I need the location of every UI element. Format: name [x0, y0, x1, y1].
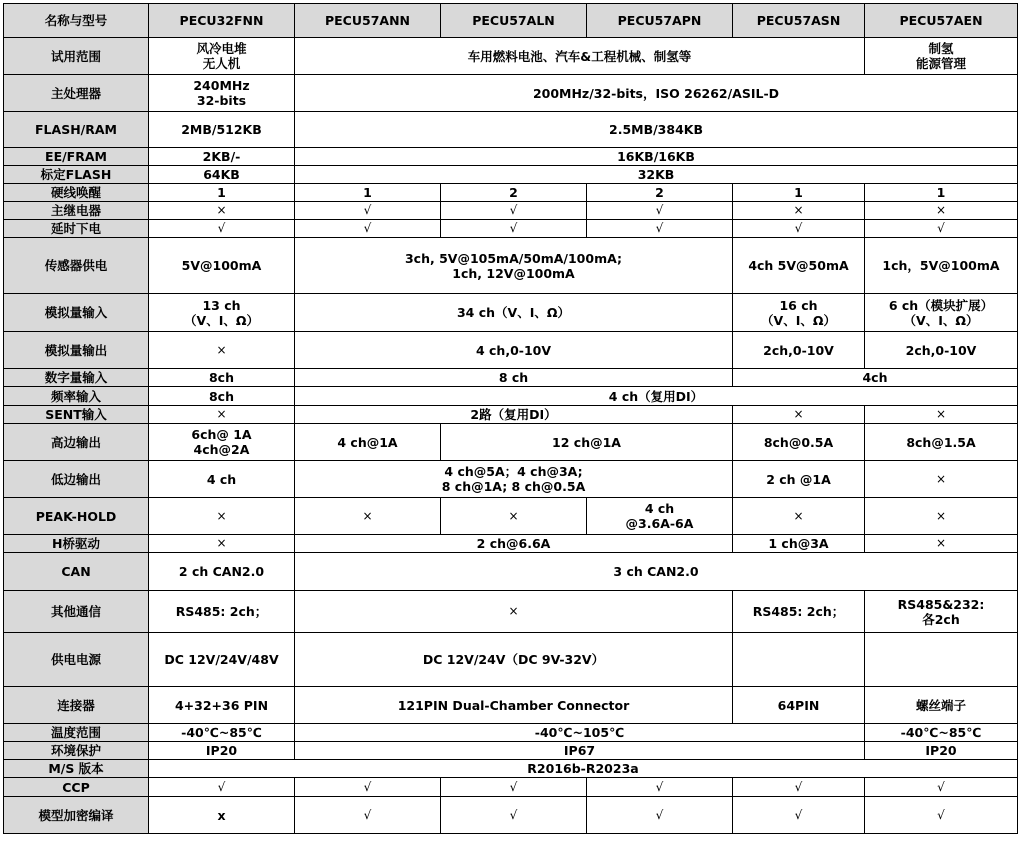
table-cell [733, 633, 865, 687]
row-label: SENT输入 [4, 406, 149, 424]
table-cell: DC 12V/24V/48V [149, 633, 295, 687]
table-cell: 4 ch [149, 461, 295, 498]
table-cell: √ [733, 778, 865, 797]
row-label: 模型加密编译 [4, 797, 149, 834]
table-row [4, 724, 1018, 742]
table-cell: 2 [587, 184, 733, 202]
table-cell: × [149, 202, 295, 220]
table-cell: IP67 [295, 742, 865, 760]
table-cell: R2016b-R2023a [149, 760, 1018, 778]
table-cell: 16KB/16KB [295, 148, 1018, 166]
row-label: 模拟量输入 [4, 294, 149, 332]
table-row [4, 687, 1018, 724]
table-cell: 8ch@1.5A [865, 424, 1018, 461]
table-row [4, 778, 1018, 797]
table-row [4, 461, 1018, 498]
row-label: 频率输入 [4, 387, 149, 406]
header-row [4, 4, 1018, 38]
table-cell: 2MB/512KB [149, 112, 295, 148]
table-cell: 8ch [149, 369, 295, 387]
table-cell: √ [587, 797, 733, 834]
table-cell: √ [295, 220, 441, 238]
row-label: PEAK-HOLD [4, 498, 149, 535]
row-label: 延时下电 [4, 220, 149, 238]
table-cell: √ [865, 797, 1018, 834]
table-cell: 4ch [733, 369, 1018, 387]
table-cell: 4 ch @3.6A-6A [587, 498, 733, 535]
table-row [4, 406, 1018, 424]
table-cell: 螺丝端子 [865, 687, 1018, 724]
table-cell: 1 ch@3A [733, 535, 865, 553]
table-cell: 2ch,0-10V [733, 332, 865, 369]
table-row [4, 633, 1018, 687]
row-label: H桥驱动 [4, 535, 149, 553]
table-row [4, 553, 1018, 591]
table-cell: 3 ch CAN2.0 [295, 553, 1018, 591]
table-row [4, 112, 1018, 148]
row-label: 高边输出 [4, 424, 149, 461]
table-row [4, 202, 1018, 220]
row-label: FLASH/RAM [4, 112, 149, 148]
table-cell: 6ch@ 1A 4ch@2A [149, 424, 295, 461]
model-header: PECU57ANN [295, 4, 441, 38]
row-label: EE/FRAM [4, 148, 149, 166]
table-cell: 121PIN Dual-Chamber Connector [295, 687, 733, 724]
row-label: 主处理器 [4, 75, 149, 112]
table-cell: 3ch, 5V@105mA/50mA/100mA; 1ch, 12V@100mA [295, 238, 733, 294]
table-row [4, 797, 1018, 834]
table-row [4, 238, 1018, 294]
table-row [4, 148, 1018, 166]
table-cell: x [149, 797, 295, 834]
table-cell: × [149, 535, 295, 553]
table-cell: 风冷电堆 无人机 [149, 38, 295, 75]
table-cell: √ [587, 202, 733, 220]
table-cell: 1ch，5V@100mA [865, 238, 1018, 294]
table-row [4, 498, 1018, 535]
row-label: CCP [4, 778, 149, 797]
table-cell: 5V@100mA [149, 238, 295, 294]
table-cell: 240MHz 32-bits [149, 75, 295, 112]
table-cell: 1 [865, 184, 1018, 202]
table-cell: × [295, 591, 733, 633]
table-cell: 32KB [295, 166, 1018, 184]
table-cell: 6 ch（模块扩展） （V、I、Ω） [865, 294, 1018, 332]
spec-table [3, 3, 1018, 834]
model-header: PECU57AEN [865, 4, 1018, 38]
table-cell: 2 ch CAN2.0 [149, 553, 295, 591]
table-cell: IP20 [149, 742, 295, 760]
table-cell: √ [295, 778, 441, 797]
row-label: CAN [4, 553, 149, 591]
table-cell: 1 [149, 184, 295, 202]
table-cell: 2 ch@6.6A [295, 535, 733, 553]
table-cell: DC 12V/24V（DC 9V-32V） [295, 633, 733, 687]
table-row [4, 166, 1018, 184]
table-cell: -40℃~85℃ [865, 724, 1018, 742]
table-row [4, 332, 1018, 369]
row-label: 传感器供电 [4, 238, 149, 294]
table-cell: 2KB/- [149, 148, 295, 166]
table-cell: 2.5MB/384KB [295, 112, 1018, 148]
table-cell: 4 ch,0-10V [295, 332, 733, 369]
table-cell: √ [441, 220, 587, 238]
table-cell: × [441, 498, 587, 535]
table-cell: × [149, 406, 295, 424]
table-cell: 200MHz/32-bits，ISO 26262/ASIL-D [295, 75, 1018, 112]
table-row [4, 184, 1018, 202]
table-cell: × [733, 498, 865, 535]
table-cell: -40℃~85℃ [149, 724, 295, 742]
row-label: 标定FLASH [4, 166, 149, 184]
row-label: 低边输出 [4, 461, 149, 498]
table-row [4, 742, 1018, 760]
row-label: 硬线唤醒 [4, 184, 149, 202]
table-cell: 34 ch（V、I、Ω） [295, 294, 733, 332]
table-cell: 13 ch （V、I、Ω） [149, 294, 295, 332]
table-cell: 8ch@0.5A [733, 424, 865, 461]
row-label: 数字量输入 [4, 369, 149, 387]
table-cell: × [865, 202, 1018, 220]
table-row [4, 387, 1018, 406]
model-header: PECU57ALN [441, 4, 587, 38]
table-row [4, 294, 1018, 332]
row-label: 供电电源 [4, 633, 149, 687]
table-cell: 车用燃料电池、汽车&工程机械、制氢等 [295, 38, 865, 75]
table-cell: 12 ch@1A [441, 424, 733, 461]
table-cell: √ [733, 220, 865, 238]
row-label: 连接器 [4, 687, 149, 724]
table-cell: 2 ch @1A [733, 461, 865, 498]
table-cell: 2ch,0-10V [865, 332, 1018, 369]
table-row [4, 75, 1018, 112]
row-label: 环境保护 [4, 742, 149, 760]
row-label: 试用范围 [4, 38, 149, 75]
table-cell: × [865, 498, 1018, 535]
table-cell: × [149, 498, 295, 535]
table-cell: √ [441, 797, 587, 834]
table-cell: × [149, 332, 295, 369]
table-cell: 8ch [149, 387, 295, 406]
table-cell: √ [441, 778, 587, 797]
table-cell: RS485&232: 各2ch [865, 591, 1018, 633]
table-cell: 8 ch [295, 369, 733, 387]
table-cell: 制氢 能源管理 [865, 38, 1018, 75]
table-cell: 1 [733, 184, 865, 202]
table-cell: × [865, 406, 1018, 424]
table-cell: √ [733, 797, 865, 834]
table-row [4, 220, 1018, 238]
table-cell: 64KB [149, 166, 295, 184]
table-cell: √ [149, 778, 295, 797]
table-cell: × [865, 461, 1018, 498]
table-cell: 4ch 5V@50mA [733, 238, 865, 294]
row-label: 其他通信 [4, 591, 149, 633]
table-cell: √ [441, 202, 587, 220]
table-cell: IP20 [865, 742, 1018, 760]
table-cell: 64PIN [733, 687, 865, 724]
row-label: 模拟量输出 [4, 332, 149, 369]
model-header: PECU57APN [587, 4, 733, 38]
table-cell: 16 ch （V、I、Ω） [733, 294, 865, 332]
row-label: 主继电器 [4, 202, 149, 220]
table-cell: 4+32+36 PIN [149, 687, 295, 724]
table-cell: √ [865, 778, 1018, 797]
table-cell: RS485: 2ch； [149, 591, 295, 633]
table-cell: 1 [295, 184, 441, 202]
header-label: 名称与型号 [4, 4, 149, 38]
table-cell: × [865, 535, 1018, 553]
table-cell: √ [587, 220, 733, 238]
table-row [4, 369, 1018, 387]
table-row [4, 424, 1018, 461]
table-cell: √ [295, 797, 441, 834]
row-label: 温度范围 [4, 724, 149, 742]
table-cell: 4 ch@1A [295, 424, 441, 461]
table-cell: 4 ch（复用DI） [295, 387, 1018, 406]
table-cell: 2路（复用DI） [295, 406, 733, 424]
model-header: PECU32FNN [149, 4, 295, 38]
row-label: M/S 版本 [4, 760, 149, 778]
table-row [4, 535, 1018, 553]
table-cell: -40℃~105℃ [295, 724, 865, 742]
table-cell: × [295, 498, 441, 535]
table-cell [865, 633, 1018, 687]
table-cell: √ [295, 202, 441, 220]
table-cell: √ [149, 220, 295, 238]
table-row [4, 38, 1018, 75]
table-cell: 4 ch@5A；4 ch@3A; 8 ch@1A; 8 ch@0.5A [295, 461, 733, 498]
table-cell: × [733, 202, 865, 220]
table-row [4, 591, 1018, 633]
table-row [4, 760, 1018, 778]
model-header: PECU57ASN [733, 4, 865, 38]
table-cell: 2 [441, 184, 587, 202]
table-cell: RS485: 2ch； [733, 591, 865, 633]
table-cell: × [733, 406, 865, 424]
table-cell: √ [587, 778, 733, 797]
table-cell: √ [865, 220, 1018, 238]
